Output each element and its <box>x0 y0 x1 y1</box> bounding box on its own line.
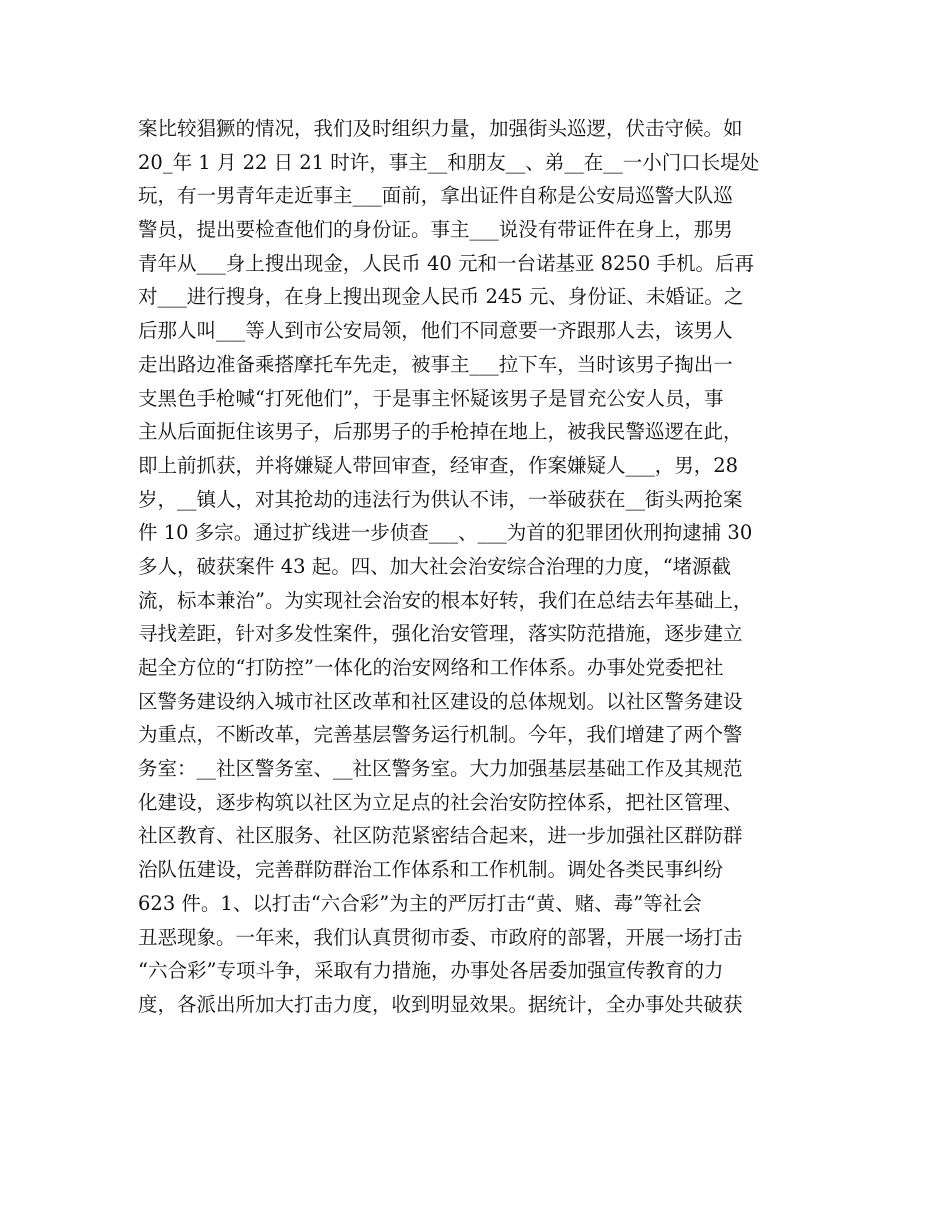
text-line: 度，各派出所加大打击力度，收到明显效果。据统计，全办事处共破获 <box>138 992 743 1016</box>
text-line: 治队伍建设，完善群防群治工作体系和工作机制。调处各类民事纠纷 <box>138 858 724 882</box>
text-line: 即上前抓获，并将嫌疑人带回审查，经审查，作案嫌疑人___，男，28 <box>138 453 739 477</box>
text-line: 为重点，不断改革，完善基层警务运行机制。今年，我们增建了两个警 <box>138 723 743 747</box>
body-text <box>138 112 828 1022</box>
text-line: 青年从___身上搜出现金，人民币 40 元和一台诺基亚 8250 手机。后再 <box>138 251 754 275</box>
text-line: 支黑色手枪喊“打死他们”，于是事主怀疑该男子是冒充公安人员，事 <box>138 386 724 410</box>
text-line: 寻找差距，针对多发性案件，强化治安管理，落实防范措施，逐步建立 <box>138 622 743 646</box>
text-line: 务室：__社区警务室、__社区警务室。大力加强基层基础工作及其规范 <box>138 757 743 781</box>
text-line: 起全方位的“打防控”一体化的治安网络和工作体系。办事处党委把社 <box>138 656 724 679</box>
text-line: 化建设，逐步构筑以社区为立足点的社会治安防控体系，把社区管理、 <box>138 790 743 814</box>
text-line: 623 件。1、以打击“六合彩”为主的严厉打击“黄、赌、毒”等社会 <box>138 891 702 915</box>
text-line: 区警务建设纳入城市社区改革和社区建设的总体规划。以社区警务建设 <box>138 689 743 713</box>
text-line: 对___进行搜身，在身上搜出现金人民币 245 元、身份证、未婚证。之 <box>138 285 744 309</box>
text-line: 多人，破获案件 43 起。四、加大社会治安综合治理的力度，“堵源截 <box>138 554 732 578</box>
text-line: 玩，有一男青年走近事主___面前，拿出证件自称是公安局巡警大队巡 <box>138 184 733 208</box>
text-line: 丑恶现象。一年来，我们认真贯彻市委、市政府的部署，开展一场打击 <box>138 925 743 949</box>
text-line: 警员，提出要检查他们的身份证。事主___说没有带证件在身上，那男 <box>138 218 733 242</box>
text-line: “六合彩”专项斗争，采取有力措施，办事处各居委加强宣传教育的力 <box>138 959 724 983</box>
text-line: 后那人叫___等人到市公安局领，他们不同意要一齐跟那人去，该男人 <box>138 319 733 343</box>
text-line: 主从后面扼住该男子，后那男子的手枪掉在地上，被我民警巡逻在此， <box>138 420 743 444</box>
text-line: 走出路边准备乘搭摩托车先走，被事主___拉下车，当时该男子掏出一 <box>138 352 733 376</box>
text-line: 案比较猖獗的情况，我们及时组织力量，加强街头巡逻，伏击守候。如 <box>138 117 743 140</box>
text-line: 20_年 1 月 22 日 21 时许，事主__和朋友__、弟__在__一小门口长堤处 <box>138 150 760 174</box>
text-line: 岁，__镇人，对其抢劫的违法行为供认不讳，一举破获在__街头两抢案 <box>138 487 743 511</box>
text-line: 社区教育、社区服务、社区防范紧密结合起来，进一步加强社区群防群 <box>138 824 743 848</box>
text-line: 流，标本兼治”。为实现社会治安的根本好转，我们在总结去年基础上， <box>138 588 753 612</box>
text-line: 件 10 多宗。通过扩线进一步侦查___、___为首的犯罪团伙刑拘逮捕 30 <box>138 521 753 545</box>
